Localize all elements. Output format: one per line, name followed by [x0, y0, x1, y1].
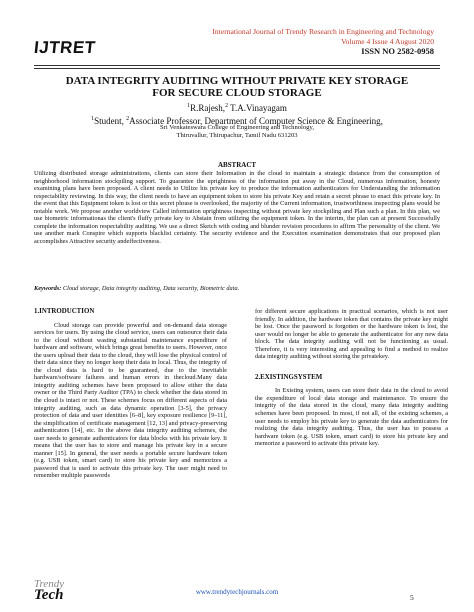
- right-column: [255, 308, 448, 448]
- existing-paragraph-1: In Existing system, users can store their data in the cloud to avoid the expenditure of local data storage and maintenance. To ensure the integrity of the data stored in the cloud, many data integrity auditing schemes have been proposed. In most, if not all, of the existing schemes, a user needs to employ his private key to generate the data authenticators for realizing the data integrity auditing. Thus, the user has to possess a hardware token (e.g. USB token, smart card) to store his private key and memorize a password to activate this private key.: [255, 387, 448, 448]
- footer-logo-line-1: Trendy: [34, 578, 65, 590]
- title-line-2: FOR SECURE CLOUD STORAGE: [152, 87, 322, 99]
- role2-sup: 2: [126, 115, 130, 122]
- volume-issue: Volume 4 Issue 4 August 2020: [341, 36, 434, 46]
- paper-title: [30, 75, 444, 99]
- author-names: [30, 101, 444, 114]
- author2-sup: 2: [225, 103, 229, 109]
- author1: R.Rajesh,: [190, 103, 226, 113]
- keywords-text: Cloud storage, Data integrity auditing, Data security, Biometric data.: [61, 285, 240, 292]
- existing-heading: 2.EXISTINGSYSTEM: [255, 373, 323, 381]
- issn: ISSN NO 2582-0958: [361, 46, 434, 56]
- intro-paragraph-2: for different secure applications in practical scenarios, which is not user friendly. In addition, the hardware token that contains the private key might be lost. Once the password is forgotten or the hardware token is lost, the user would no longer be able to generate the authenticator for any new data block. The data integrity auditing will not be functioning as usual. Therefore, it is very interesting and appealing to find a method to realize data integrity auditing without storing the privatekey.: [255, 308, 448, 361]
- address: Thiruvallur, Thirupachur, Tamil Nadu 631203: [176, 132, 298, 140]
- role2: Associate Professor, Department of Computer Science & Engineering,: [129, 115, 383, 126]
- role1: Student,: [94, 115, 127, 126]
- role1-sup: 1: [91, 115, 95, 122]
- left-column: [34, 308, 227, 480]
- authors: [30, 101, 444, 126]
- keywords-label: Keywords:: [34, 285, 62, 292]
- page-number: 5: [410, 593, 414, 602]
- affiliation: [30, 124, 444, 140]
- header-rule-2: [34, 68, 440, 69]
- author2: T.A.Vinayagam: [228, 103, 287, 113]
- keywords: [34, 285, 440, 293]
- footer-url[interactable]: www.trendytechjournals.com: [195, 588, 279, 596]
- abstract-text: Utilizing distributed storage administrations, clients can store their Information in the cloud to maintain a strategic distance from the consumption of neighborhood information stockpiling support. To guarantee the uprightness of the information put away in the Cloud, numerous information, honesty examining plans have been proposed. A client needs to Utilize his private key to produce the information authenticators for Understanding the information respectability reviewing. In this way, the client needs to have an equipment token to store his private Key and retain a secret phrase to enact this private key. In the event that this Equipment token is lost or this secret phrase is overlooked, the majority of the Current information, trustworthiness inspecting plans would be notable work. We propose another worldview Called information uprightness inspecting without private key stockpiling and Plan such a plan. In this plan, we use biometric informationas the client's fluffy private key to Abstain from utilizing the equipment token. In the interim, the plan can at present Successfully complete the information respectability auditing. We use a direct Sketch with coding and blunder revision procedures to affirm The personality of the client. We use another mark Conspire which supports blacklist certainty. The security evidence and the Execution examination demonstrates that our proposed plan accomplishes Attractive security andeffectiveness.: [34, 170, 440, 245]
- intro-heading: 1.INTRODUCTION: [34, 308, 95, 315]
- header-rule: [34, 65, 440, 66]
- title-line-1: DATA INTEGRITY AUDITING WITHOUT PRIVATE KEY STORAGE: [65, 75, 409, 87]
- footer-logo-line-2: Tech: [34, 587, 64, 603]
- journal-logo: IJTRET: [33, 38, 97, 57]
- journal-name: International Journal of Trendy Research in Engineering and Technology: [212, 27, 434, 36]
- intro-paragraph-1: Cloud storage can provide powerful and on-demand data storage services for users. By using the cloud service, users can outsource their data to the cloud without wasting substantial maintenance expenditure of hardware and software, which brings great benefits to users. However, once the users upload their data to the cloud, they will lose the physical control of their data since they no longer keep their data in local. Thus, the integrity of the cloud data is hard to be guaranteed, due to the inevitable hardware/software failures and human errors in thecloud.Many data integrity auditing schemes have been proposed to allow either the data owner or the Third Party Auditor (TPA) to check whether the data stored in the cloud is intact or not. These schemes focus on different aspects of data integrity auditing, such as data dynamic operation [3-5], the privacy protection of data and user identities [6–8], key exposure resilience [9–11], the simplification of certificate management [12, 13] and privacy-preserving authenticators [14], etc. In the above data integrity auditing schemes, the user needs to generate authenticators for data blocks with his private key. It means that the user has to store and manage his private key in a secure manner [15]. In general, the user needs a portable secure hardware token (e.g. USB token, smart card) to store his private key and memorizes a password that is used to activate this private key. The user might need to remember multiple passwords: [34, 321, 227, 480]
- author1-sup: 1: [187, 103, 191, 109]
- college: Sri Venkateswara College of Engineering and Technology,: [160, 124, 314, 131]
- journal-header: [212, 27, 434, 57]
- abstract-heading: ABSTRACT: [217, 161, 257, 169]
